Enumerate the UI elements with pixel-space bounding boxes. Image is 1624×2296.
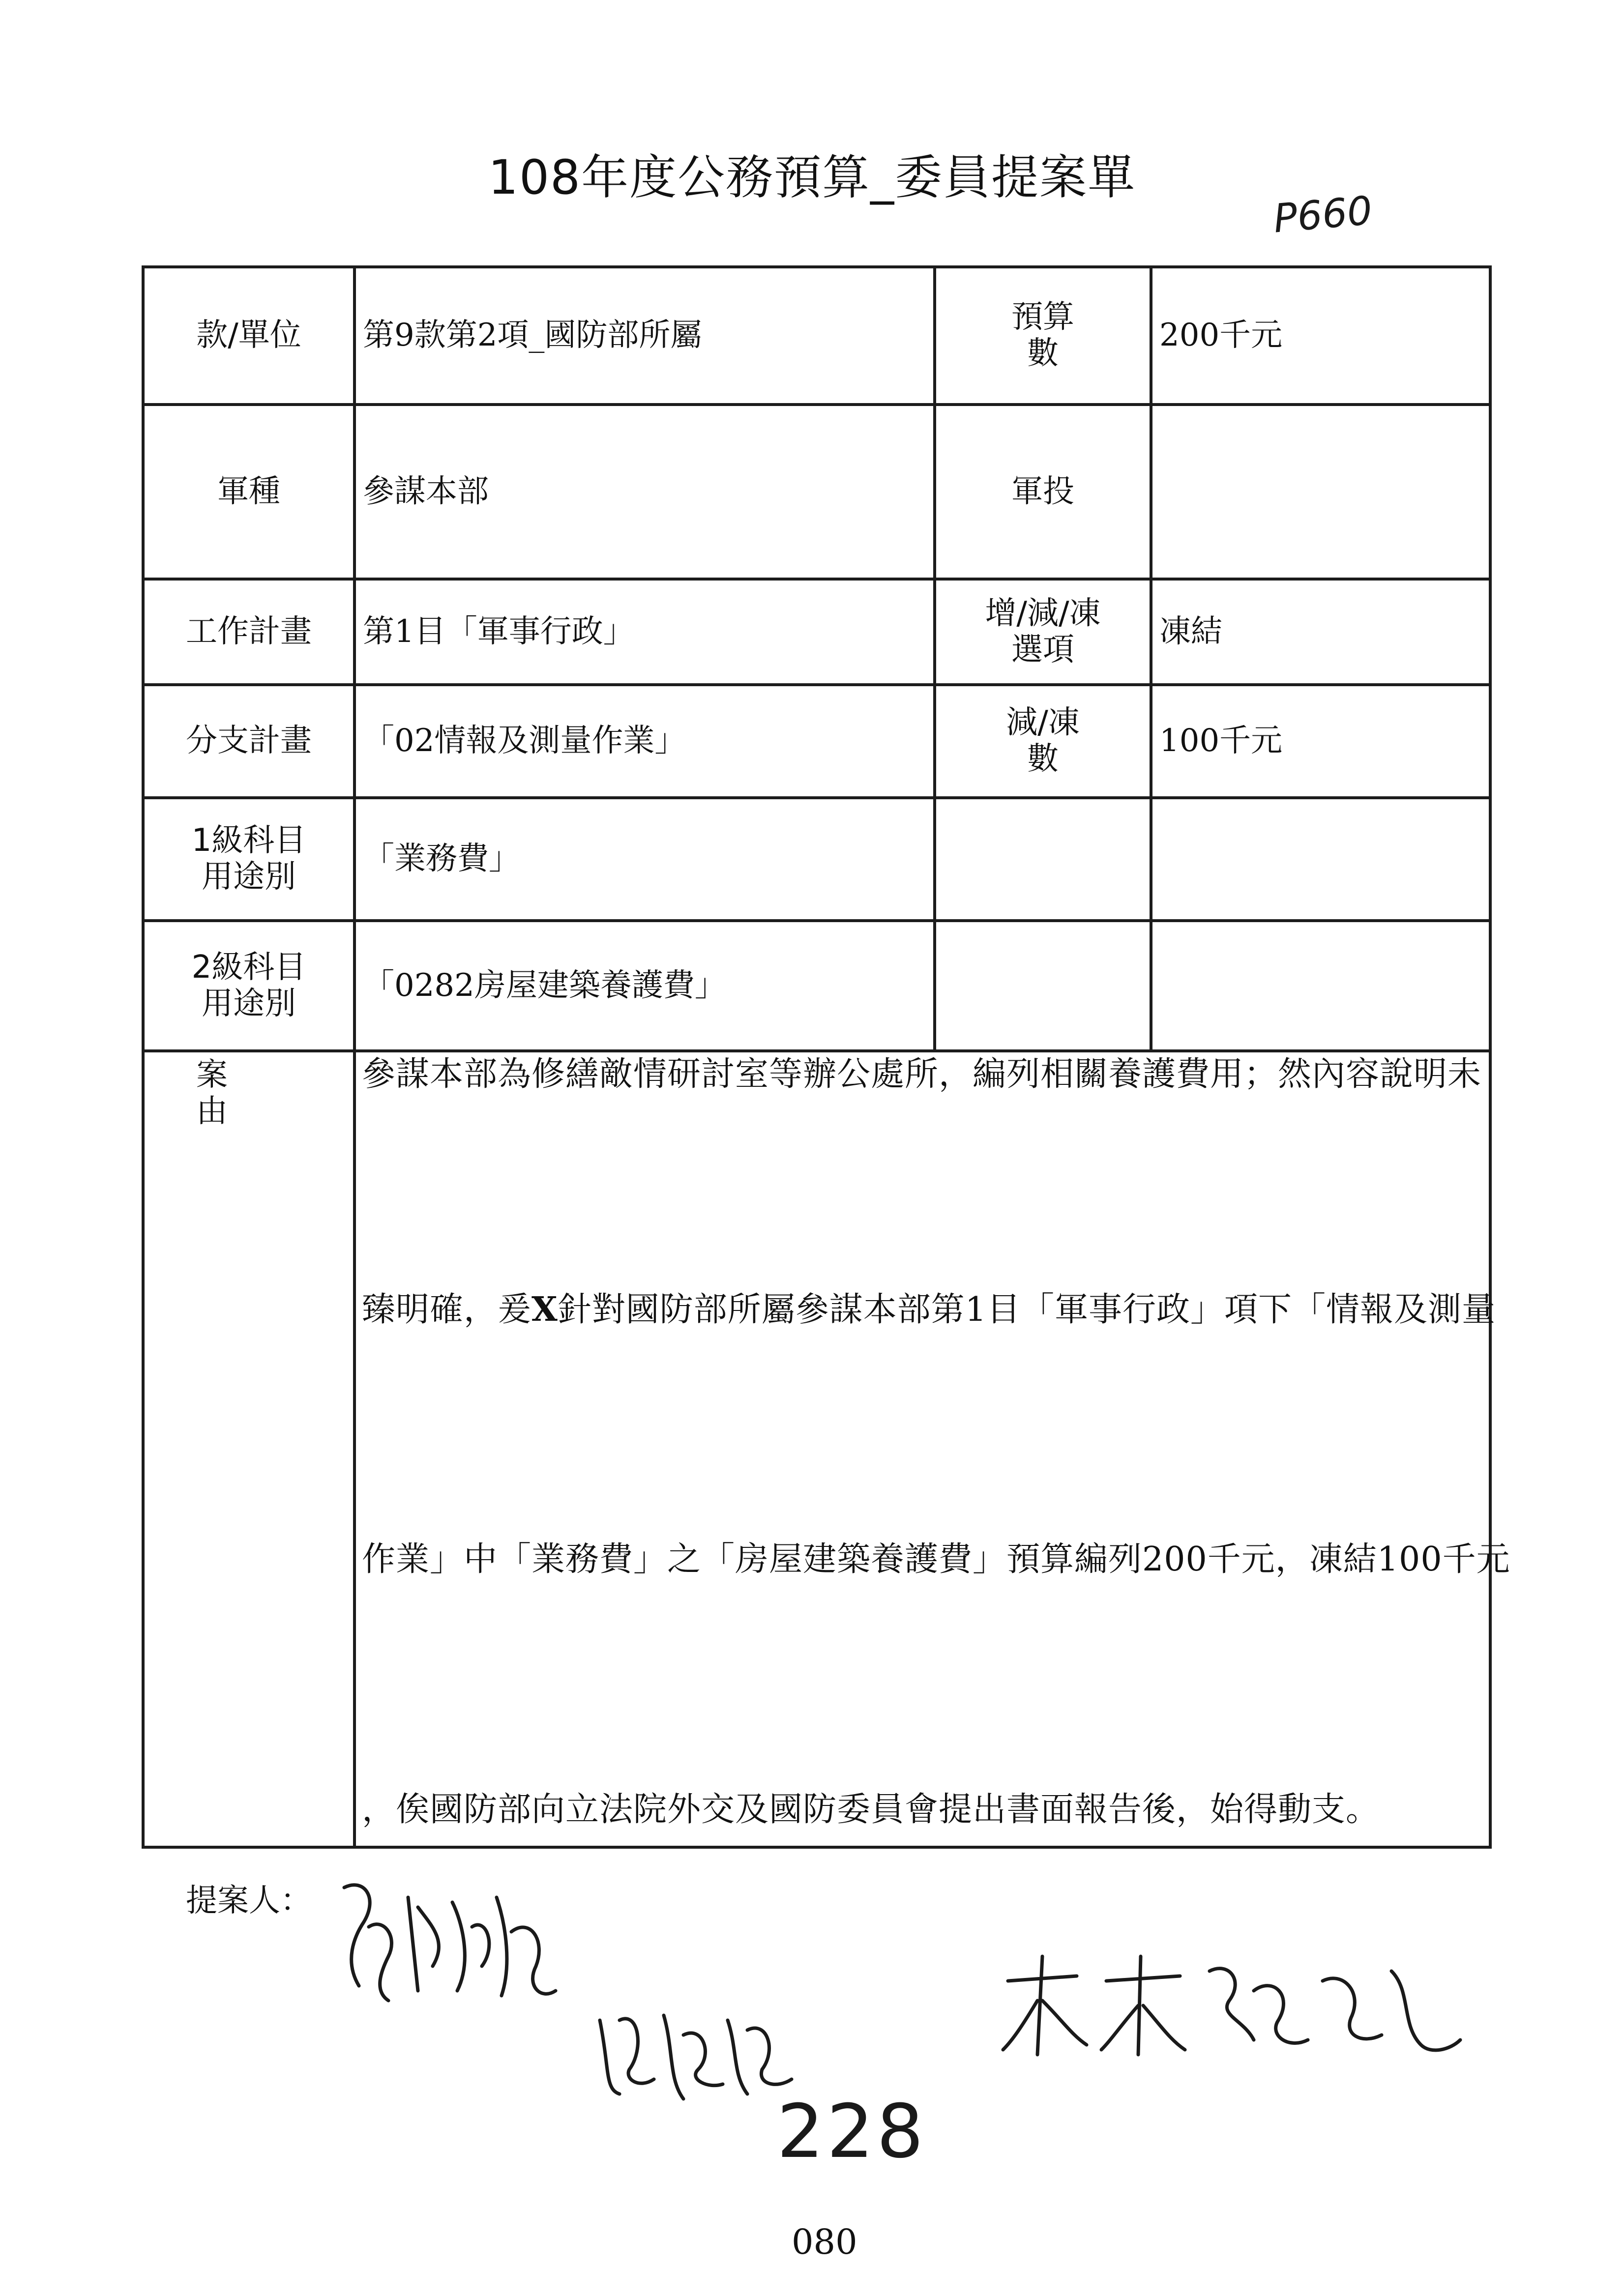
proposer-label: 提案人：: [186, 1883, 312, 1919]
reason-label: 案由: [143, 1051, 354, 1847]
form-row-work-plan: [143, 579, 1490, 685]
page-number: 080: [792, 2222, 857, 2262]
level2-empty-cell-a: [935, 921, 1151, 1051]
form-row-service: [143, 405, 1490, 579]
signature-3: [998, 1942, 1470, 2069]
signature-1: [334, 1868, 570, 2015]
form-row-level2-subject: [143, 921, 1490, 1051]
reason-line-1: 參謀本部為修繕敵情研討室等辦公處所，編列相關養護費用；然內容說明未: [362, 1055, 1482, 1094]
struck-character: X: [531, 1290, 558, 1330]
military-investment-value: [1151, 405, 1490, 579]
work-plan-label: 工作計畫: [143, 579, 354, 685]
form-row-reason: [143, 1051, 1490, 1847]
reason-line-3: 作業」中「業務費」之「房屋建築養護費」預算編列200千元，凍結100千元: [362, 1540, 1510, 1579]
reason-body: [354, 1051, 1510, 1847]
form-row-unit: [143, 267, 1490, 405]
reduce-freeze-amount-value: 100千元: [1151, 685, 1490, 798]
unit-label: 款/單位: [143, 267, 354, 405]
level2-subject-label: 2級科目 用途別: [143, 921, 354, 1051]
proposal-form-table: [142, 265, 1510, 1849]
military-investment-label: 軍投: [935, 405, 1151, 579]
level1-subject-value: 「業務費」: [354, 798, 935, 921]
handwritten-page-reference: P660: [1271, 187, 1374, 242]
budget-amount-label: 預算 數: [935, 267, 1151, 405]
service-value: 參謀本部: [354, 405, 935, 579]
work-plan-value: 第1目「軍事行政」: [354, 579, 935, 685]
form-row-level1-subject: [143, 798, 1490, 921]
reason-line-2: 臻明確，爰X針對國防部所屬參謀本部第1目「軍事行政」項下「情報及測量: [362, 1290, 1496, 1330]
branch-plan-label: 分支計畫: [143, 685, 354, 798]
unit-value: 第9款第2項_國防部所屬: [354, 267, 935, 405]
reduce-freeze-amount-label: 減/凍 數: [935, 685, 1151, 798]
level1-empty-cell-b: [1151, 798, 1490, 921]
document-title: 108年度公務預算_委員提案單: [488, 150, 1136, 205]
adjust-option-label: 增/減/凍 選項: [935, 579, 1151, 685]
service-label: 軍種: [143, 405, 354, 579]
adjust-option-value: 凍結: [1151, 579, 1490, 685]
branch-plan-value: 「02情報及測量作業」: [354, 685, 935, 798]
level2-subject-value: 「0282房屋建築養護費」: [354, 921, 935, 1051]
budget-amount-value: 200千元: [1151, 267, 1490, 405]
form-row-branch-plan: [143, 685, 1490, 798]
level1-subject-label: 1級科目 用途別: [143, 798, 354, 921]
level2-empty-cell-b: [1151, 921, 1490, 1051]
handwritten-number: 228: [777, 2089, 927, 2175]
level1-empty-cell-a: [935, 798, 1151, 921]
reason-line-4: ，俟國防部向立法院外交及國防委員會提出書面報告後，始得動支。: [362, 1790, 1380, 1829]
